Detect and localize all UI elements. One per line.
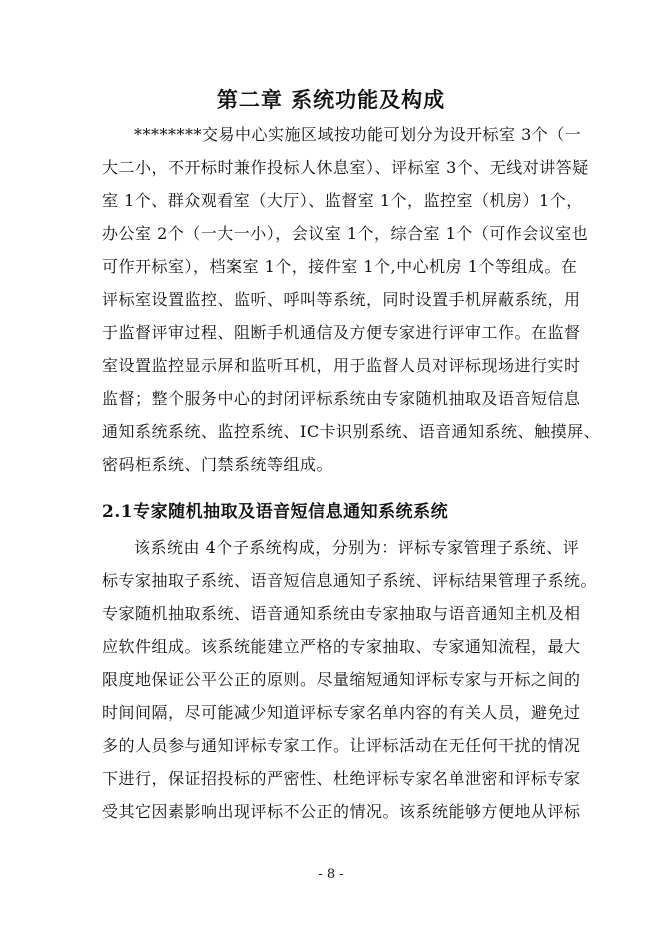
paragraph-line: 通知系统系统、监控系统、IC卡识别系统、语音通知系统、触摸屏、 — [102, 422, 601, 441]
paragraph-line: 时间间隔，尽可能减少知道评标专家名单内容的有关人员，避免过 — [102, 703, 581, 722]
paragraph-line: 监督；整个服务中心的封闭评标系统由专家随机抽取及语音短信息 — [102, 389, 581, 408]
paragraph-line: 受其它因素影响出现评标不公正的情况。该系统能够方便地从评标 — [102, 802, 581, 821]
paragraph-line: 于监督评审过程、阻断手机通信及方便专家进行评审工作。在监督 — [102, 323, 581, 342]
paragraph-line: 下进行，保证招投标的严密性、杜绝评标专家名单泄密和评标专家 — [102, 769, 581, 788]
paragraph-line: 室 1个、群众观看室（大厅）、监督室 1个，监控室（机房）1个， — [102, 191, 583, 210]
paragraph-line: 标专家抽取子系统、语音短信息通知子系统、评标结果管理子系统。 — [102, 571, 598, 590]
paragraph-line: 办公室 2个（一大一小），会议室 1个，综合室 1个（可作会议室也 — [102, 224, 589, 243]
section-heading: 2.1专家随机抽取及语音短信息通知系统系统 — [102, 502, 449, 522]
paragraph-line: 限度地保证公平公正的原则。尽量缩短通知评标专家与开标之间的 — [102, 670, 581, 689]
paragraph-line: 密码柜系统、门禁系统等组成。 — [102, 455, 334, 474]
paragraph-line: 专家随机抽取系统、语音通知系统由专家抽取与语音通知主机及相 — [102, 604, 581, 623]
paragraph-line: 室设置监控显示屏和监听耳机，用于监督人员对评标现场进行实时 — [102, 356, 581, 375]
paragraph-line: 评标室设置监控、监听、呼叫等系统，同时设置手机屏蔽系统，用 — [102, 290, 581, 309]
paragraph-line: 可作开标室），档案室 1个，接件室 1个,中心机房 1个等组成。在 — [102, 257, 578, 276]
paragraph-line: 该系统由 4个子系统构成，分别为：评标专家管理子系统、评 — [134, 538, 580, 557]
paragraph-line: 多的人员参与通知评标专家工作。让评标活动在无任何干扰的情况 — [102, 736, 581, 755]
paragraph-line: 应软件组成。该系统能建立严格的专家抽取、专家通知流程，最大 — [102, 637, 581, 656]
paragraph-line: ********交易中心实施区域按功能可划分为设开标室 3个（一 — [134, 125, 582, 144]
page-number: - 8 - — [318, 867, 344, 882]
chapter-title: 第二章 系统功能及构成 — [216, 87, 446, 112]
paragraph-line: 大二小，不开标时兼作投标人休息室）、评标室 3个、无线对讲答疑 — [102, 158, 589, 177]
